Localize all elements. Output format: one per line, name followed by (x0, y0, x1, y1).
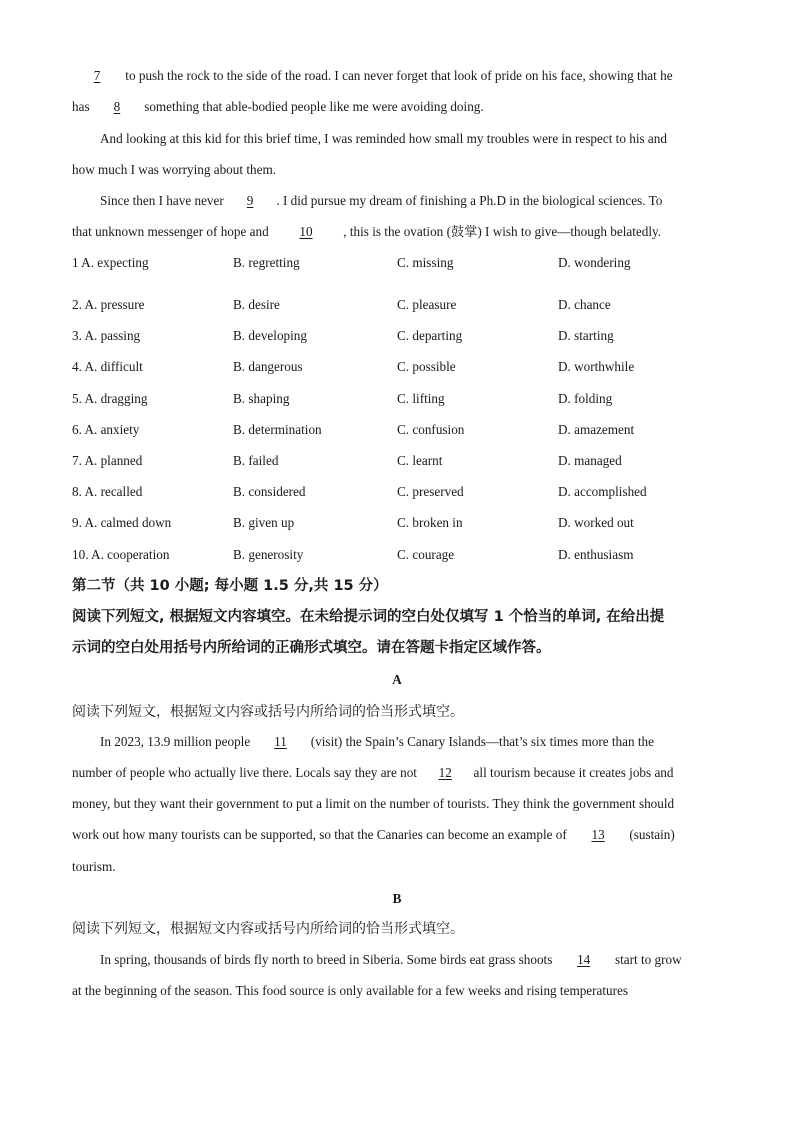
option-b[interactable]: B. developing (233, 328, 307, 343)
question-number: 2. A. (72, 297, 98, 312)
option-b[interactable]: B. shaping (233, 391, 290, 406)
part-b-line-1 (100, 951, 722, 969)
option-c[interactable]: C. departing (397, 328, 463, 343)
option-a-text: dragging (100, 391, 148, 406)
option-c[interactable]: C. courage (397, 547, 455, 562)
option-c[interactable]: C. preserved (397, 484, 464, 499)
option-a[interactable] (72, 452, 142, 470)
option-a-text: anxiety (100, 422, 140, 437)
option-c[interactable]: C. possible (397, 359, 456, 374)
passage-text: . I did pursue my dream of finishing a Ph.D in the biological sciences. To (276, 193, 663, 208)
passage-text: all tourism because it creates jobs and (473, 765, 674, 780)
question-number: 1 (72, 255, 79, 270)
option-a-text: pressure (100, 297, 145, 312)
option-a[interactable] (72, 358, 143, 376)
option-a-text: planned (100, 453, 143, 468)
option-a-text: A. expecting (81, 255, 149, 270)
blank-12[interactable]: 12 (438, 765, 452, 780)
question-row-5 (72, 390, 732, 408)
option-a[interactable] (72, 546, 169, 564)
passage-line-3: And looking at this kid for this brief time, I was reminded how small my troubles were in respect to his and (100, 131, 667, 146)
option-a-text: difficult (100, 359, 143, 374)
question-number: 10. A. (72, 547, 104, 562)
option-c[interactable]: C. confusion (397, 422, 465, 437)
blank-9[interactable]: 9 (246, 193, 254, 208)
passage-text: In 2023, 13.9 million people (100, 734, 251, 749)
option-b[interactable]: B. dangerous (233, 359, 303, 374)
blank-10[interactable]: 10 (299, 224, 313, 239)
option-c[interactable]: C. learnt (397, 453, 443, 468)
option-d[interactable]: D. wondering (558, 255, 631, 270)
option-a[interactable] (72, 296, 145, 314)
section-heading: 第二节（共 10 小题; 每小题 1.5 分,共 15 分） (72, 578, 388, 594)
part-a-line-5: tourism. (72, 859, 116, 874)
part-a-instruction: 阅读下列短文，根据短文内容或括号内所给词的恰当形式填空。 (72, 704, 464, 720)
option-b[interactable]: B. generosity (233, 547, 304, 562)
question-number: 4. A. (72, 359, 98, 374)
option-d[interactable]: D. accomplished (558, 484, 647, 499)
question-number: 6. A. (72, 422, 98, 437)
question-row-4 (72, 358, 732, 376)
blank-11[interactable]: 11 (274, 734, 287, 749)
section-instruction-1: 阅读下列短文, 根据短文内容填空。在未给提示词的空白处仅填写 1 个恰当的单词, 在给出提 (72, 609, 665, 625)
passage-text: has (72, 99, 90, 114)
part-a-label: A (392, 672, 402, 687)
question-number: 8. A. (72, 484, 98, 499)
passage-text: number of people who actually live there. Locals say they are not (72, 765, 417, 780)
passage-text: work out how many tourists can be supported, so that the Canaries can become an example of (72, 827, 567, 842)
option-a[interactable] (72, 514, 171, 532)
option-d[interactable]: D. folding (558, 391, 613, 406)
passage-text: something that able-bodied people like me were avoiding doing. (144, 99, 484, 114)
option-a-text: calmed down (100, 515, 172, 530)
passage-text: , this is the ovation (鼓掌) I wish to give—though belatedly. (343, 224, 662, 239)
option-c[interactable]: C. missing (397, 255, 454, 270)
passage-text: start to grow (614, 952, 682, 967)
question-row-8 (72, 483, 732, 501)
option-d[interactable]: D. worthwhile (558, 359, 635, 374)
part-a-line-1 (100, 733, 722, 751)
option-a-text: cooperation (107, 547, 170, 562)
passage-text: to push the rock to the side of the road. I can never forget that look of pride on his face, showing that he (125, 68, 673, 83)
option-c[interactable]: C. pleasure (397, 297, 457, 312)
option-b[interactable]: B. desire (233, 297, 280, 312)
question-row-1 (72, 254, 732, 272)
option-a[interactable] (72, 390, 147, 408)
passage-text: (visit) the Spain’s Canary Islands—that’s six times more than the (310, 734, 654, 749)
passage-line-2 (72, 98, 722, 116)
passage-text: In spring, thousands of birds fly north to breed in Siberia. Some birds eat grass shoots (100, 952, 553, 967)
option-a[interactable] (72, 483, 142, 501)
passage-text: that unknown messenger of hope and (72, 224, 269, 239)
question-row-9 (72, 514, 732, 532)
question-number: 9. A. (72, 515, 98, 530)
option-b[interactable]: B. given up (233, 515, 295, 530)
option-d[interactable]: D. managed (558, 453, 622, 468)
passage-line-5 (100, 192, 722, 210)
option-b[interactable]: B. considered (233, 484, 306, 499)
part-a-line-3: money, but they want their government to put a limit on the number of tourists. They think the government should (72, 796, 675, 811)
passage-line-1 (72, 67, 722, 85)
blank-7[interactable]: 7 (93, 68, 101, 83)
section-instruction-2: 示词的空白处用括号内所给词的正确形式填空。请在答题卡指定区域作答。 (72, 640, 551, 656)
question-number: 7. A. (72, 453, 98, 468)
option-b[interactable]: B. determination (233, 422, 322, 437)
option-d[interactable]: D. starting (558, 328, 614, 343)
option-d[interactable]: D. worked out (558, 515, 634, 530)
passage-text: (sustain) (629, 827, 675, 842)
option-b[interactable]: B. regretting (233, 255, 300, 270)
part-a-line-2 (72, 764, 722, 782)
question-number: 5. A. (72, 391, 98, 406)
option-a-text: passing (100, 328, 141, 343)
option-b[interactable]: B. failed (233, 453, 279, 468)
passage-line-6 (72, 223, 722, 241)
option-c[interactable]: C. lifting (397, 391, 445, 406)
option-d[interactable]: D. chance (558, 297, 611, 312)
option-a[interactable] (72, 327, 140, 345)
part-a-line-4 (72, 826, 722, 844)
option-a[interactable] (72, 254, 149, 272)
option-a[interactable] (72, 421, 139, 439)
blank-13[interactable]: 13 (591, 827, 605, 842)
part-b-line-2: at the beginning of the season. This food source is only available for a few weeks and rising temperatures (72, 983, 629, 998)
question-row-7 (72, 452, 732, 470)
question-row-3 (72, 327, 732, 345)
passage-line-4: how much I was worrying about them. (72, 162, 277, 177)
question-row-2 (72, 296, 732, 314)
passage-text: Since then I have never (100, 193, 224, 208)
blank-14[interactable]: 14 (577, 952, 591, 967)
blank-8[interactable]: 8 (113, 99, 121, 114)
option-d[interactable]: D. amazement (558, 422, 635, 437)
option-d[interactable]: D. enthusiasm (558, 547, 634, 562)
option-a-text: recalled (100, 484, 143, 499)
question-row-6 (72, 421, 732, 439)
part-b-instruction: 阅读下列短文，根据短文内容或括号内所给词的恰当形式填空。 (72, 921, 464, 937)
question-row-10 (72, 546, 732, 564)
option-c[interactable]: C. broken in (397, 515, 463, 530)
question-number: 3. A. (72, 328, 98, 343)
part-b-label: B (392, 891, 402, 906)
